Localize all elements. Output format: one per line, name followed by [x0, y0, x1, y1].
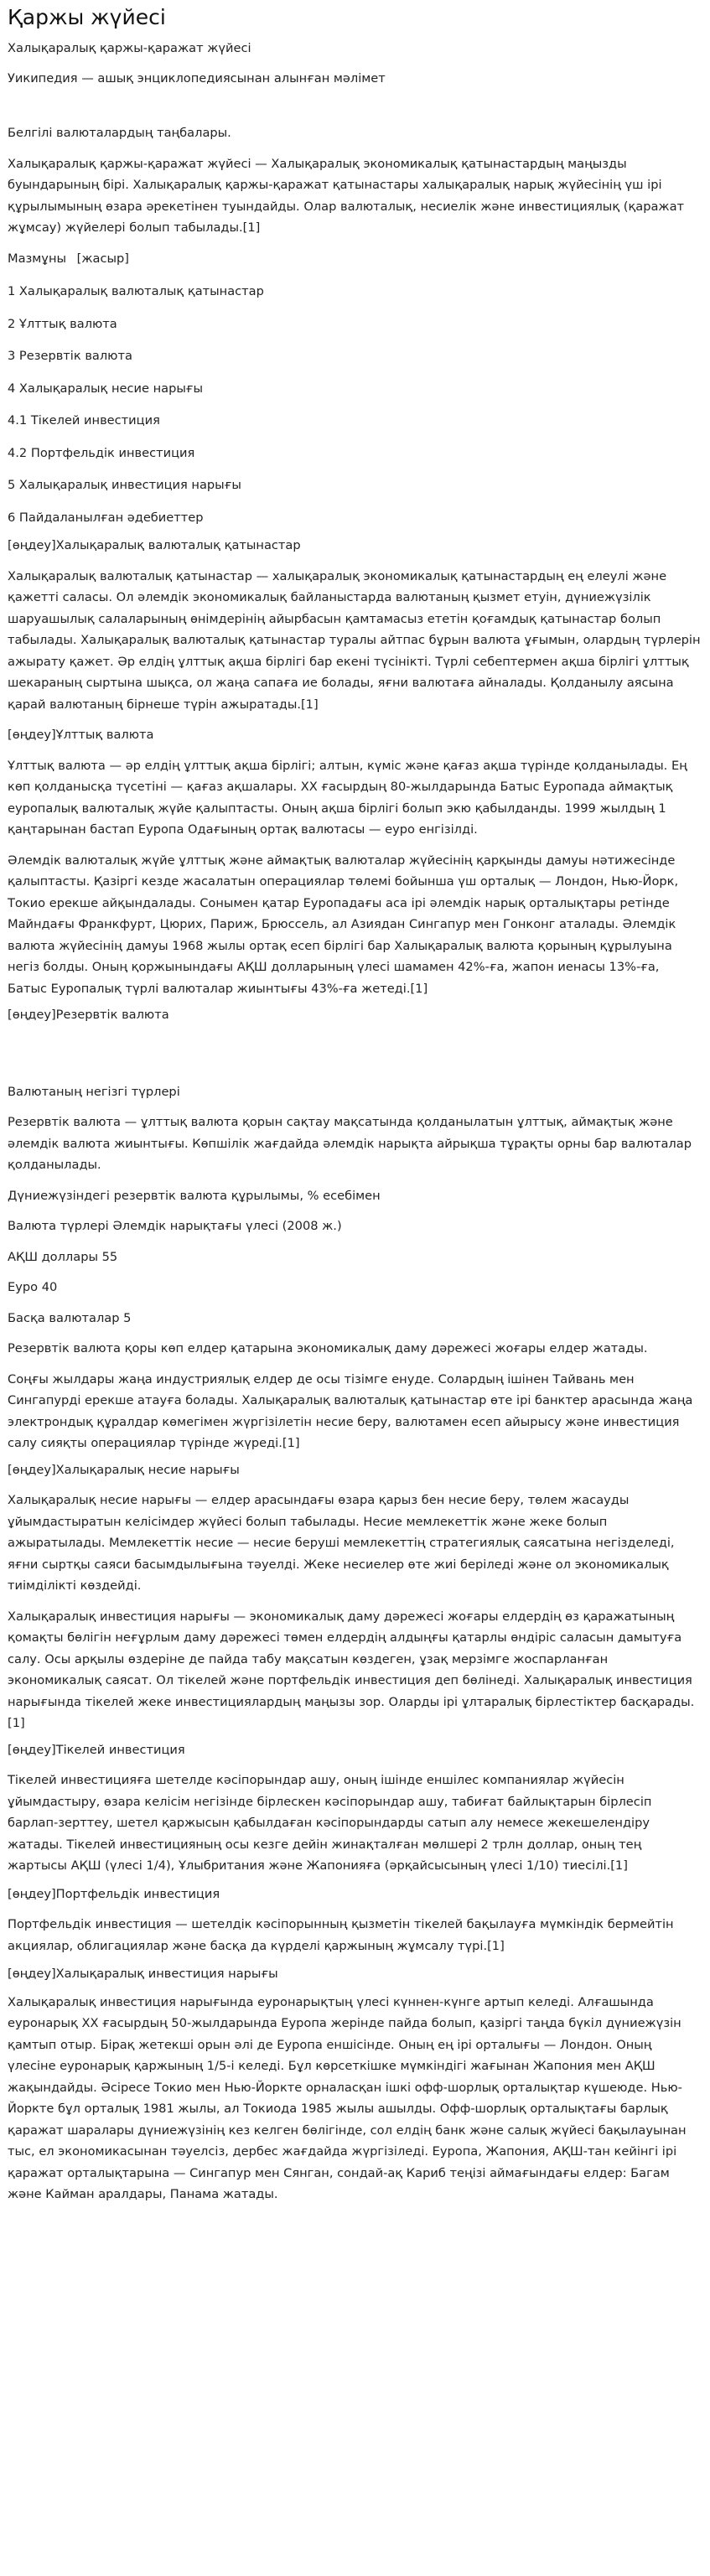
paragraph: Резервтік валюта қоры көп елдер қатарына экономикалық даму дәрежесі жоғары елдер жатады.	[8, 1341, 648, 1355]
section-heading	[8, 1459, 702, 1481]
paragraph: Резервтік валюта — ұлттық валюта қорын сақтау мақсатында қолданылатын ұлттық, аймақтық және әлемдік валюта жиынтығы. Көпшілік жағдайда әлемдік нарықта айрықша тұрақты орны бар валюталар қолданылады.	[8, 1115, 692, 1172]
section-title: Тікелей инвестиция	[55, 1742, 185, 1757]
edit-link[interactable]: [өңдеу]	[8, 1742, 56, 1757]
section-heading	[8, 1739, 702, 1761]
image-caption: Валютаның негізгі түрлері	[8, 1084, 180, 1099]
paragraph: Тікелей инвестицияға шетелде кәсіпорындар ашу, оның ішінде еншілес компаниялар жүйесін ұйымдастыру, өзара келісім негізінде бірлескен кәсіпорындар ашу, табиғат байлықтарын бірлесіп барлап-зерттеу, шетел қаржысын қабылдаған кәсіпорындарды сатып алу немесе жекешелендіру жатады. Тікелей инвестицияның осы кезге дейін жинақталған мөлшері 2 трлн доллар, оның тең жартысы АҚШ (үлесі 1/4), Ұлыбритания және Жапонияға (әрқайсысының үлесі 1/10) тиесілі.[1]	[8, 1773, 652, 1873]
section-heading	[8, 1884, 702, 1905]
section-title: Халықаралық валюталық қатынастар	[55, 538, 301, 552]
paragraph: Халықаралық инвестиция нарығы — экономикалық даму дәрежесі жоғары елдердің өз қаражатының қомақты бөлігін неғұрлым даму дәрежесі төмен елдердің алдыңғы қатарлы өндіріс саласын дамытуға салу. Осы арқылы өздеріне де пайда табу мақсатын көздеген, ұзақ мерзімге жоспарланған экономикалық саясат. Ол тікелей және портфельдік инвестиция деп бөлінеді. Халықаралық инвестиция нарығында тікелей жеке инвестициялардың маңызы зор. Оларды ірі ұлтаралық бірлестіктер басқарады.[1]	[8, 1609, 695, 1730]
paragraph: Портфельдік инвестиция — шетелдік кәсіпорынның қызметін тікелей бақылауға мүмкіндік бермейтін акциялар, облигациялар және басқа да күрделі қаржының жұмсалу түрі.[1]	[8, 1917, 674, 1953]
table-header: Валюта түрлері Әлемдік нарықтағы үлесі (2008 ж.)	[8, 1219, 342, 1233]
toc-item[interactable]: 1 Халықаралық валюталық қатынастар	[8, 284, 264, 298]
paragraph: Әлемдік валюталық жүйе ұлттық және аймақтық валюталар жүйесінің қарқынды дамуы нәтижесінде қалыптасты. Қазіргі кезде жасалатын операциялар төлемі бойынша үш орталық — Лондон, Нью-Йорк, Токио ерекше айқындалады. Сонымен қатар Еуропадағы аса ірі әлемдік нарық орталықтары ретінде Майндағы Франкфурт, Цюрих, Париж, Брюссель, ал Азиядан Сингапур мен Гонконг аталады. Әлемдік валюта жүйесінің дамуы 1968 жылы ортақ есеп бірлігі бар Халықаралық валюта қорының құрылуына негіз болды. Оның қоржынындағы АҚШ долларының үлесі шамамен 42%-ға, жапон иенасы 13%-ға, Батыс Еуропалық түрлі валюталар жиынтығы 43%-ға жетеді.[1]	[8, 853, 679, 996]
toc-item[interactable]: 3 Резервтік валюта	[8, 349, 132, 363]
section-heading	[8, 1004, 702, 1026]
page-title: Қаржы жүйесі	[8, 5, 166, 29]
edit-link[interactable]: [өңдеу]	[8, 1008, 56, 1022]
table-row: Еуро 40	[8, 1280, 58, 1294]
toc-item[interactable]: 5 Халықаралық инвестиция нарығы	[8, 478, 241, 492]
section-heading	[8, 535, 702, 557]
paragraph: Халықаралық несие нарығы — елдер арасындағы өзара қарыз бен несие беру, төлем жасауды ұйымдастыратын келісімдер жүйесі болып табылады. Несие мемлекеттік және жеке болып ажыратылады. Мемлекеттік несие — несие беруші мемлекеттің стратегиялық саясатына негізделеді, яғни сыртқы саяси басымдылығына тәуелді. Жеке несиелер өте жиі беріледі және ол экономикалық тиімділікті көздейді.	[8, 1493, 675, 1593]
toc-item[interactable]: 4.1 Тікелей инвестиция	[8, 413, 160, 428]
toc-item[interactable]: 6 Пайдаланылған әдебиеттер	[8, 510, 204, 525]
section-heading	[8, 1963, 702, 1985]
section-title: Халықаралық инвестиция нарығы	[55, 1967, 278, 1981]
edit-link[interactable]: [өңдеу]	[8, 1886, 56, 1901]
edit-link[interactable]: [өңдеу]	[8, 1967, 56, 1981]
paragraph: Соңғы жылдары жаңа индустриялық елдер де осы тізімге енуде. Солардың ішінен Тайвань мен Сингапурді ерекше атауға болады. Халықаралық валюталық қатынастар өте ірі банктер арасында жаңа электрондық құралдар көмегімен жүргізілетін несие беру, валютамен есеп айырысу және инвестиция салу сияқты операциялар түрінде жүреді.[1]	[8, 1371, 693, 1450]
toc-item[interactable]: 4.2 Портфельдік инвестиция	[8, 445, 195, 460]
toc-heading	[8, 248, 702, 270]
table-row: Басқа валюталар 5	[8, 1310, 132, 1325]
paragraph: Халықаралық инвестиция нарығында еуронарықтың үлесі күннен-күнге артып келеді. Алғашында еуронарық XX ғасырдың 50-жылдарында Еуропа жерінде пайда болып, қазіргі таңда бүкіл дүниежүзін қамтып отыр. Бірақ жетекші орын әлі де Еуропа еншісінде. Оның ең ірі орталығы — Лондон. Оның үлесіне еуронарық қаржының 1/5-і келеді. Бұл көрсеткішке мүмкіндігі жағынан Жапония мен АҚШ жақындайды. Әсіресе Токио мен Нью-Йоркте орналасқан ішкі офф-шорлық орталықтар күшеюде. Нью-Йоркте бұл орталық 1981 жылы, ал Токиода 1985 жылы ашылды. Офф-шорлық орталықтағы барлық қаражат шаралары дүниежүзінің кез келген бөлігінде, сол елдің банк және салық жүйесі бақылауынан тыс, ел экономикасынан тәуелсіз, дербес жағдайда жүргізіледі. Еуропа, Жапония, АҚШ-тан кейінгі ірі қаражат орталықтарына — Сингапур мен Сянган, сондай-ақ Кариб теңізі аймағындағы елдер: Багам және Кайман аралдары, Панама жатады.	[8, 1994, 687, 2201]
edit-link[interactable]: [өңдеу]	[8, 1462, 56, 1477]
article	[8, 0, 702, 2205]
paragraph: Ұлттық валюта — әр елдің ұлттық ақша бірлігі; алтын, күміс және қағаз ақша түрінде қолданылады. Ең көп қолданысқа түсетіні — қағаз ақшалары. XX ғасырдың 80-жылдарында Батыс Еуропада аймақтық еуропалық валюталық жүйе қалыптасты. Оның ақша бірлігі болып экю қабылданды. 1999 жылдың 1 қаңтарынан бастап Еуропа Одағының ортақ валютасы — еуро енгізілді.	[8, 758, 687, 837]
toc-title: Мазмұны	[8, 251, 67, 266]
table-title: Дүниежүзіндегі резервтік валюта құрылымы, % есебімен	[8, 1188, 381, 1203]
section-title: Резервтік валюта	[55, 1008, 169, 1022]
source-note: Уикипедия — ашық энциклопедиясынан алынған мәлімет	[8, 70, 386, 86]
article-subtitle: Халықаралық қаржы-қаражат жүйесі	[8, 41, 251, 55]
edit-link[interactable]: [өңдеу]	[8, 728, 56, 742]
edit-link[interactable]: [өңдеу]	[8, 538, 56, 552]
section-title: Ұлттық валюта	[55, 728, 154, 742]
toc-hide-toggle[interactable]: [жасыр]	[76, 251, 129, 266]
intro-paragraph: Халықаралық қаржы-қаражат жүйесі — Халықаралық экономикалық қатынастардың маңызды буындарының бірі. Халықаралық қаржы-қаражат қатынастары халықаралық нарық жүйесінің үш ірі құрылымының өзара әрекетінен туындайды. Олар валюталық, несиелік және инвестициялық (қаражат жұмсау) жүйелері болып табылады.[1]	[8, 156, 685, 235]
table-row: АҚШ доллары 55	[8, 1249, 118, 1264]
toc-item[interactable]: 4 Халықаралық несие нарығы	[8, 381, 204, 396]
section-title: Халықаралық несие нарығы	[55, 1462, 240, 1477]
section-heading	[8, 724, 702, 746]
intro-image-caption: Белгілі валюталардың таңбалары.	[8, 126, 231, 140]
toc-item[interactable]: 2 Ұлттық валюта	[8, 316, 117, 331]
section-title: Портфельдік инвестиция	[55, 1886, 220, 1901]
paragraph: Халықаралық валюталық қатынастар — халықаралық экономикалық қатынастардың ең елеулі және қажетті саласы. Ол әлемдік экономикалық байланыстарда валютаның қызмет етуін, дүниежүзілік шаруашылық салаларының өнімдерінің айырбасын қамтамасыз ететін қоғамдық қатынастар болып табылады. Халықаралық валюталық қатынастар туралы айтпас бұрын валюта ұғымын, олардың түрлерін ажырату қажет. Әр елдің ұлттық ақша бірлігі бар екені түсінікті. Түрлі себептермен ақша бірлігі ұлттық шекараның сыртына шықса, ол жаңа сапаға ие болады, яғни валютаға айналады. Қолданылу аясына қарай валютаның бірнеше түрін ажыратады.[1]	[8, 568, 701, 712]
table-of-contents	[8, 248, 702, 529]
